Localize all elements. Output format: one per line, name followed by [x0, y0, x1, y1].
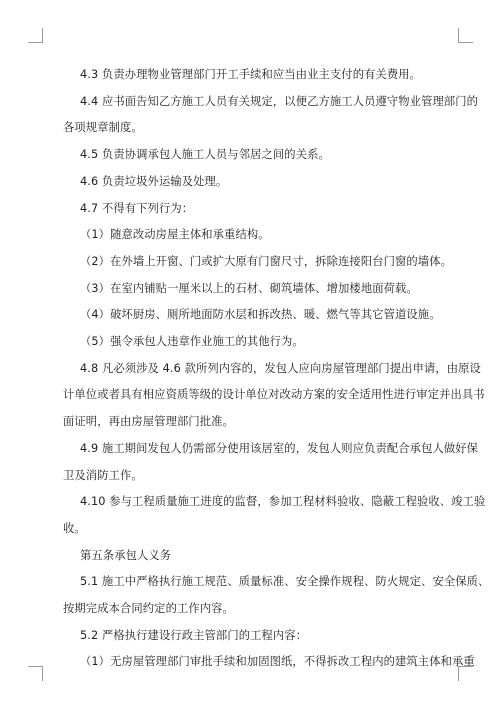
- clause-4-8-line-3: 面证明，再由房屋管理部门批准。: [63, 415, 234, 429]
- clause-4-3: 4.3 负责办理物业管理部门开工手续和应当由业主支付的有关费用。: [80, 68, 422, 81]
- clause-5-2-item-1: （1）无房屋管理部门审批手续和加固图纸，不得拆改工程内的建筑主体和承重: [80, 655, 475, 669]
- crop-mark-top-left: [28, 28, 43, 43]
- clause-4-10-line-1: 4.10 参与工程质量施工进度的监督，参加工程材料验收、隐蔽工程验收、竣工验: [80, 495, 486, 509]
- document-body: [63, 62, 490, 676]
- crop-mark-bottom-left: [28, 666, 43, 681]
- clause-4-4-line-2: 各项规章制度。: [63, 121, 143, 135]
- clause-4-9-line-1: 4.9 施工期间发包人仍需部分使用该居室的，发包人则应负责配合承包人做好保: [80, 441, 479, 455]
- section-heading: 第五条承包人义务: [80, 548, 172, 562]
- clause-4-7: 4.7 不得有下列行为：: [80, 201, 194, 215]
- clause-4-7-item-4: （4）破坏厨房、厕所地面防水层和拆改热、暖、燃气等其它管道设施。: [80, 308, 441, 322]
- clause-4-5: 4.5 负责协调承包人施工人员与邻居之间的关系。: [80, 148, 330, 162]
- clause-4-7-item-2: （2）在外墙上开窗、门或扩大原有门窗尺寸，拆除连接阳台门窗的墙体。: [80, 254, 452, 268]
- clause-4-9-line-2: 卫及消防工作。: [63, 468, 143, 482]
- clause-5-2: 5.2 严格执行建设行政主管部门的工程内容：: [80, 628, 308, 642]
- clause-4-8-line-2: 计单位或者具有相应资质等级的设计单位对改动方案的安全适用性进行审定并出具书: [63, 388, 485, 402]
- clause-4-8-line-1: 4.8 凡必须涉及 4.6 款所列内容的，发包人应向房屋管理部门提出申请，由原设: [80, 361, 481, 375]
- crop-mark-bottom-right: [458, 666, 473, 681]
- clause-4-10-line-2: 收。: [63, 521, 86, 535]
- clause-4-4-line-1: 4.4 应书面告知乙方施工人员有关规定，以便乙方施工人员遵守物业管理部门的: [80, 94, 479, 108]
- clause-4-6: 4.6 负责垃圾外运输及处理。: [80, 174, 228, 188]
- clause-4-7-item-1: （1）随意改动房屋主体和承重结构。: [80, 228, 270, 242]
- clause-5-1-line-2: 按期完成本合同约定的工作内容。: [63, 602, 234, 616]
- clause-4-7-item-3: （3）在室内铺贴一厘米以上的石材、砌筑墙体、增加楼地面荷载。: [80, 281, 418, 295]
- crop-mark-top-right: [458, 28, 473, 43]
- clause-5-1-line-1: 5.1 施工中严格执行施工规范、质量标准、安全操作规程、防火规定、安全保质、: [80, 575, 490, 589]
- clause-4-7-item-5: （5）强令承包人违章作业施工的其他行为。: [80, 335, 304, 349]
